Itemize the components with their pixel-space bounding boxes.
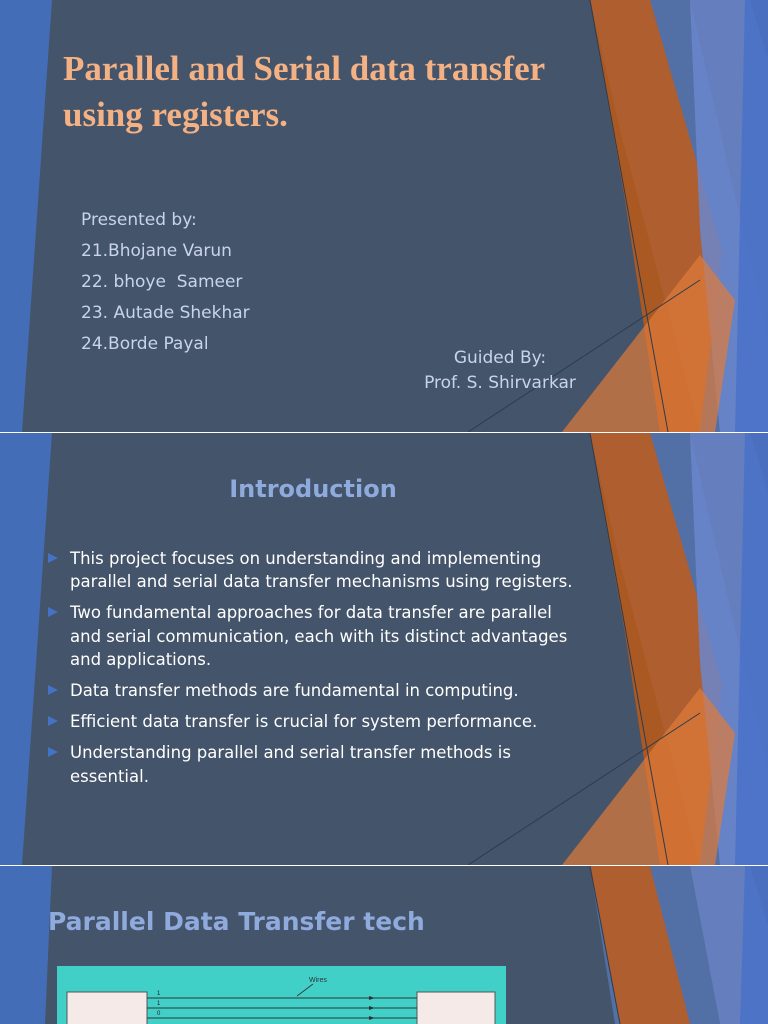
bullet-item [48, 547, 588, 593]
slide-3 [0, 866, 768, 1024]
presenter-item: 24.Borde Payal [81, 334, 209, 354]
bullet-item [48, 710, 588, 733]
bullet-text: Data transfer methods are fundamental in computing. [70, 681, 519, 701]
presenter-item: 23. Autade Shekhar [81, 303, 250, 323]
presenters-label: Presented by: [81, 210, 197, 230]
bullet-arrow-icon [48, 553, 58, 563]
introduction-bullets [48, 547, 588, 796]
bullet-text: Efficient data transfer is crucial for system performance. [70, 712, 538, 732]
bullet-item [48, 679, 588, 702]
bullet-arrow-icon [48, 607, 58, 617]
bit-label: 0 [157, 1011, 161, 1017]
presenter-item: 22. bhoye Sameer [81, 272, 243, 292]
bullet-item [48, 741, 588, 787]
bullet-arrow-icon [48, 747, 58, 757]
presenter-item: 21.Bhojane Varun [81, 241, 232, 261]
bullet-arrow-icon [48, 685, 58, 695]
bullet-item [48, 601, 588, 671]
parallel-transfer-heading: Parallel Data Transfer tech [48, 907, 425, 936]
bullet-text: This project focuses on understanding and implementing parallel and serial data transfer mechanisms using registers. [70, 549, 573, 592]
presenters-list [81, 205, 250, 360]
slide-1 [0, 0, 768, 432]
wires-label: Wires [309, 977, 327, 984]
guided-by-block [400, 346, 600, 396]
diagram-drawing [57, 966, 506, 1024]
bit-label: 1 [157, 991, 161, 997]
parallel-transfer-diagram [57, 966, 506, 1024]
guide-name: Prof. S. Shirvarkar [424, 373, 576, 393]
bullet-arrow-icon [48, 716, 58, 726]
presentation-title: Parallel and Serial data transfer using registers. [63, 49, 545, 134]
introduction-heading: Introduction [229, 475, 397, 503]
bullet-text: Understanding parallel and serial transfer methods is essential. [70, 743, 511, 786]
bit-label: 1 [157, 1001, 161, 1007]
guided-by-label: Guided By: [453, 348, 547, 368]
slide-2 [0, 433, 768, 865]
bullet-text: Two fundamental approaches for data transfer are parallel and serial communication, each with its distinct advantages and applications. [70, 603, 568, 669]
